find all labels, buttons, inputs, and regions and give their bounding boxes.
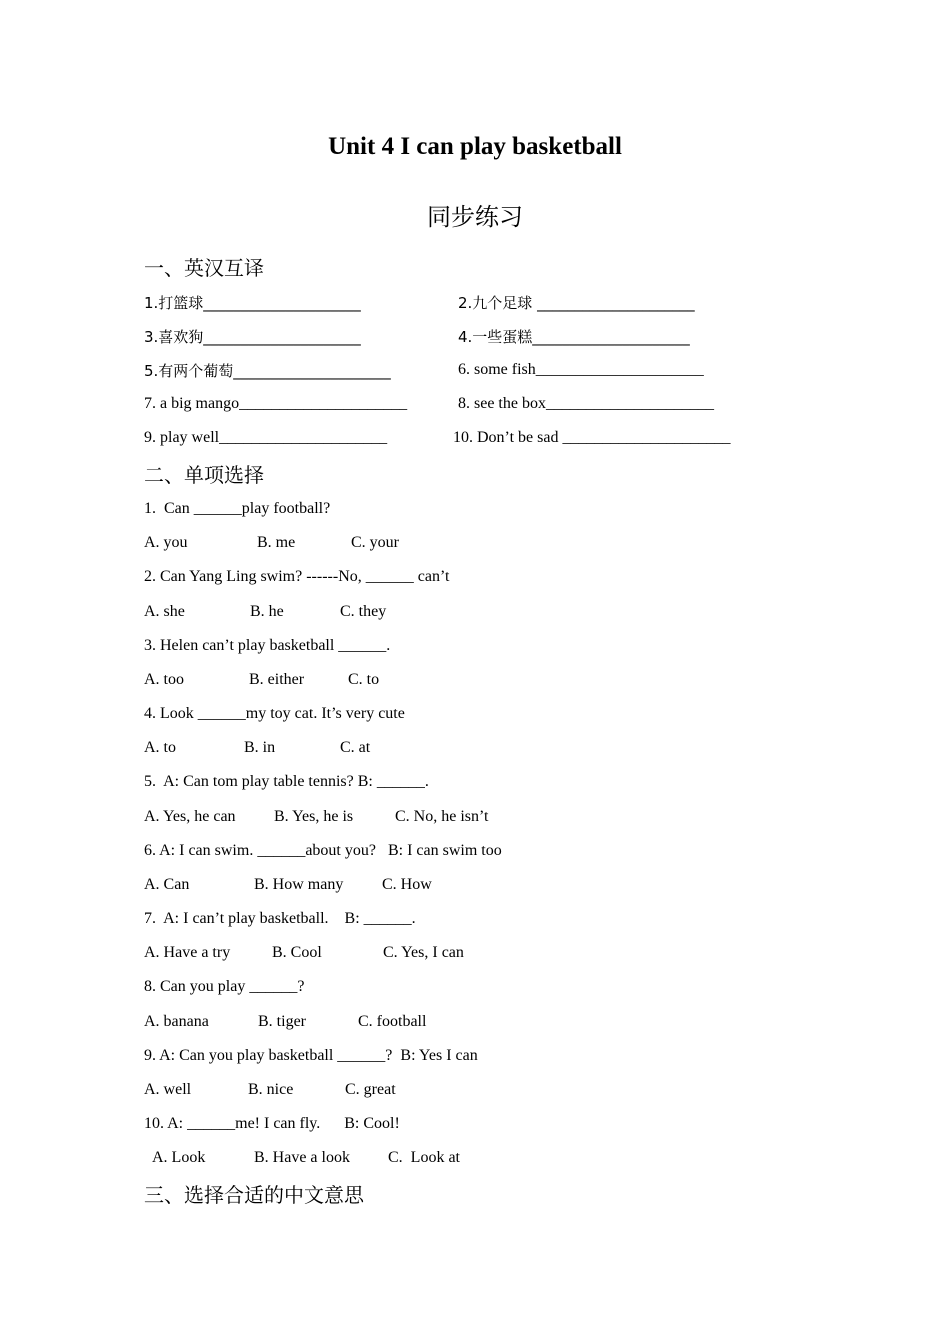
option-a: A. well [144,1081,192,1098]
option-a: A. Yes, he can [144,808,236,825]
question-text: 8. Can you play ______? [144,978,305,995]
translation-item: 6. some fish_____________________ [458,361,704,378]
translation-item: 2.九个足球 _____________________ [458,294,695,312]
option-c: C. Look at [388,1149,460,1166]
translation-item: 9. play well_____________________ [144,429,388,446]
option-b: B. in [244,739,276,756]
option-b: B. tiger [258,1013,306,1030]
translation-item: 5.有两个葡萄_____________________ [144,362,391,380]
option-a: A. Have a try [144,944,231,961]
page-subtitle: 同步练习 [427,203,523,231]
question-text: 2. Can Yang Ling swim? ------No, ______ can’t [144,568,450,585]
option-a: A. she [144,603,185,620]
option-c: C. football [358,1013,427,1030]
option-c: C. great [345,1081,396,1098]
option-c: C. to [348,671,380,688]
option-a: A. too [144,671,184,688]
option-b: B. Yes, he is [274,808,354,825]
option-c: C. How [382,876,432,893]
question-text: 6. A: I can swim. ______about you? B: I can swim too [144,842,502,859]
question-text: 1. Can ______play football? [144,500,331,517]
translation-item: 7. a big mango_____________________ [144,395,408,412]
question-text: 10. A: ______me! I can fly. B: Cool! [144,1115,400,1132]
question-text: 9. A: Can you play basketball ______? B: Yes I can [144,1047,478,1064]
option-b: B. Cool [272,944,322,961]
translation-item: 8. see the box_____________________ [458,395,714,412]
option-c: C. they [340,603,387,620]
section-heading-translation: 一、英汉互译 [144,256,264,280]
question-text: 4. Look ______my toy cat. It’s very cute [144,705,405,722]
option-a: A. you [144,534,188,551]
section-heading-meaning: 三、选择合适的中文意思 [144,1183,364,1207]
option-c: C. at [340,739,371,756]
translation-item: 1.打篮球_____________________ [144,294,361,312]
question-text: 7. A: I can’t play basketball. B: ______. [144,910,416,927]
option-a: A. to [144,739,176,756]
option-c: C. Yes, I can [383,944,464,961]
option-b: B. either [249,671,305,688]
option-b: B. Have a look [254,1149,350,1166]
option-a: A. banana [144,1013,209,1030]
option-b: B. he [250,603,284,620]
translation-item: 3.喜欢狗_____________________ [144,328,361,346]
translation-item: 4.一些蛋糕_____________________ [458,328,690,346]
option-a: A. Look [152,1149,206,1166]
option-b: B. How many [254,876,344,893]
question-text: 5. A: Can tom play table tennis? B: ______. [144,773,429,790]
option-b: B. me [257,534,296,551]
question-text: 3. Helen can’t play basketball ______. [144,637,391,654]
option-a: A. Can [144,876,190,893]
section-heading-choice: 二、单项选择 [144,463,264,487]
translation-item: 10. Don’t be sad _____________________ [453,429,731,446]
option-c: C. No, he isn’t [395,808,489,825]
option-b: B. nice [248,1081,294,1098]
page-title: Unit 4 I can play basketball [328,133,622,160]
option-c: C. your [351,534,399,551]
